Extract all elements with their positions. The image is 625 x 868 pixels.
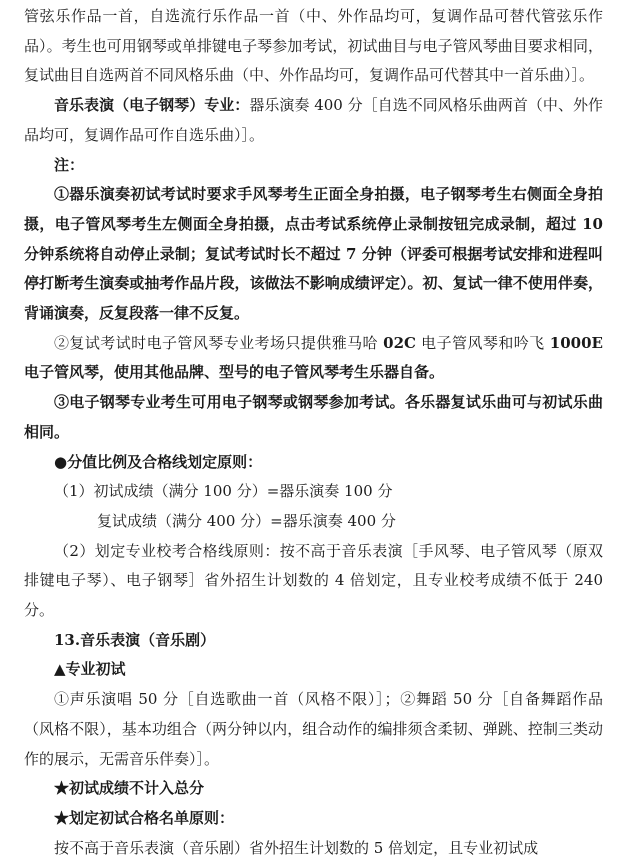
- note-2-text-b: 电子管风琴和吟飞: [415, 333, 550, 352]
- note-2-text-c: 电子管风琴，使用其他品牌、型号的电子管风琴考生乐器自备。: [24, 363, 445, 382]
- prelim-heading: ▲专业初试: [54, 660, 126, 679]
- score-heading: ●分值比例及合格线划定原则：: [54, 452, 263, 471]
- paragraph-instrument-requirements: 管弦乐作品一首，自选流行乐作品一首（中、外作品均可，复调作品可替代管弦乐作品）。考生也可用钢琴或单排键电子琴参加考试，初试曲目与电子管风琴曲目要求相同，复试曲目自选两首不同风格乐曲（中、外作品均可，复调作品可代替其中一首乐曲）］。: [24, 7, 603, 85]
- major-body: 器乐演奏 400 分［自选不同风格乐曲两首（中、外作品均可，复调作品可作自选乐曲）］。: [24, 96, 603, 144]
- last-line: 按不高于音乐表演（音乐剧）省外招生计划数的 5 倍划定，且专业初试成: [54, 838, 539, 857]
- score-item-1: （1）初试成绩（满分 100 分）=器乐演奏 100 分: [54, 482, 393, 501]
- note-1: ①器乐演奏初试考试时要求手风琴考生正面全身拍摄，电子钢琴考生右侧面全身拍摄，电子管风琴考生左侧面全身拍摄，点击考试系统停止录制按钮完成录制，超过 10 分钟系统将自动停止录制；复试考试时长不超过 7 分钟（评委可根据考试安排和进程叫停打断考生演奏或抽考作品片段，该做法不影响成绩评定）。初、复试一律不使用伴奏，背诵演奏，反复段落一律不反复。: [24, 185, 603, 323]
- major-heading: 音乐表演（电子钢琴）专业：: [54, 96, 250, 115]
- note-2-model-2: 1000E: [549, 333, 603, 352]
- document-page: [0, 2, 625, 868]
- note-label: 注：: [54, 155, 85, 174]
- section-13-heading: 13.音乐表演（音乐剧）: [54, 630, 216, 649]
- score-item-1b: 复试成绩（满分 400 分）=器乐演奏 400 分: [97, 511, 396, 530]
- note-3: ③电子钢琴专业考生可用电子钢琴或钢琴参加考试。各乐器复试乐曲可与初试乐曲相同。: [24, 393, 603, 441]
- note-2-model-1: 02C: [383, 333, 416, 352]
- star-item-1: ★初试成绩不计入总分: [54, 779, 205, 798]
- paragraph-electronic-piano-major: [24, 91, 603, 150]
- note-2-text-a: ②复试考试时电子管风琴专业考场只提供雅马哈: [54, 333, 384, 352]
- prelim-body: ①声乐演唱 50 分［自选歌曲一首（风格不限）］；②舞蹈 50 分［自备舞蹈作品（风格不限），基本功组合（两分钟以内，组合动作的编排须含柔韧、弹跳、控制三类动作的展示，无需音乐伴奏）］。: [24, 690, 603, 768]
- star-item-2: ★划定初试合格名单原则：: [54, 808, 235, 827]
- note-2: [24, 329, 603, 388]
- score-item-2: （2）划定专业校考合格线原则：按不高于音乐表演［手风琴、电子管风琴（原双排键电子琴）、电子钢琴］省外招生计划数的 4 倍划定，且专业校考成绩不低于 240 分。: [24, 541, 603, 620]
